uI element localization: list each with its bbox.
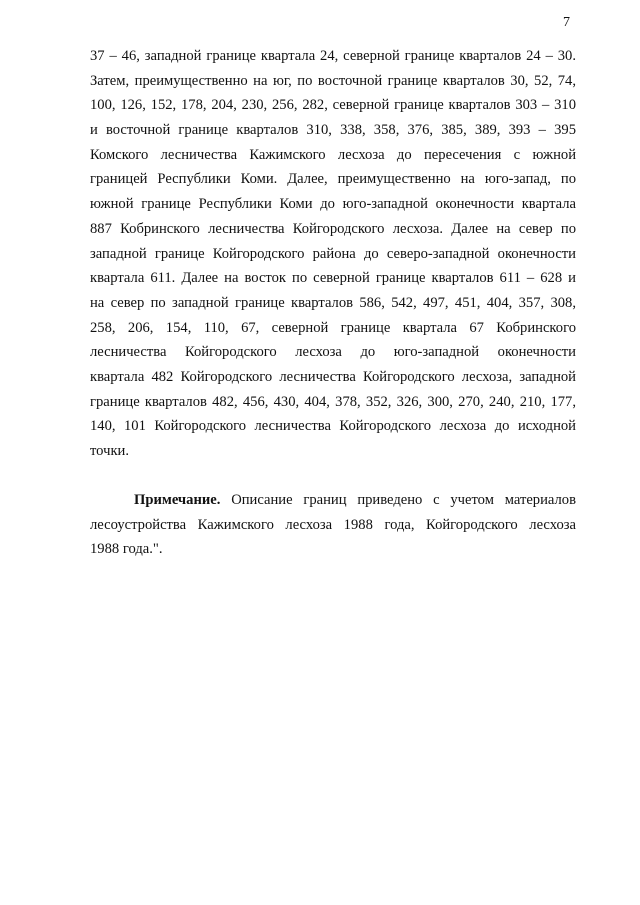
text-line: южной границе Республики Коми до юго-западной оконечности квартала [90, 196, 576, 213]
page-number: 7 [563, 15, 570, 30]
text-line: 258, 206, 154, 110, 67, северной границе квартала 67 Кобринского [90, 319, 576, 336]
text-line: западной границе Койгородского района до северо-западной оконечности [90, 245, 576, 262]
text-line: точки. [90, 443, 129, 459]
text-line: квартала 611. Далее на восток по северной границе кварталов 611 – 628 и [90, 270, 576, 287]
boundary-description-text [90, 44, 576, 464]
text-line: лесничества Койгородского лесхоза до юго-западной оконечности [90, 344, 576, 361]
text-line: на север по западной границе кварталов 586, 542, 497, 451, 404, 357, 308, [90, 294, 576, 311]
text-line: и восточной границе кварталов 310, 338, 358, 376, 385, 389, 393 – 395 [90, 122, 576, 139]
note-paragraph [90, 488, 576, 562]
note-line: 1988 года.". [90, 541, 163, 558]
note-line: лесоустройства Кажимского лесхоза 1988 года, Койгородского лесхоза [90, 516, 576, 533]
note-line [90, 488, 576, 513]
text-line: Комского лесничества Кажимского лесхоза до пересечения с южной [90, 146, 576, 163]
text-line: квартала 482 Койгородского лесничества Койгородского лесхоза, западной [90, 368, 576, 385]
text-line: границе кварталов 482, 456, 430, 404, 378, 352, 326, 300, 270, 240, 210, 177, [90, 393, 576, 410]
note-label: Примечание. [134, 492, 221, 508]
text-line: 100, 126, 152, 178, 204, 230, 256, 282, северной границе кварталов 303 – 310 [90, 97, 576, 114]
text-line: 140, 101 Койгородского лесничества Койгородского лесхоза до исходной [90, 418, 576, 435]
text-line: 887 Кобринского лесничества Койгородского лесхоза. Далее на север по [90, 220, 576, 237]
text-line: 37 – 46, западной границе квартала 24, северной границе кварталов 24 – 30. [90, 48, 576, 64]
note-text: Описание границ приведено с учетом материалов [220, 492, 576, 508]
text-line: Затем, преимущественно на юг, по восточной границе кварталов 30, 52, 74, [90, 72, 576, 89]
text-line: границей Республики Коми. Далее, преимущественно на юго-запад, по [90, 171, 576, 188]
